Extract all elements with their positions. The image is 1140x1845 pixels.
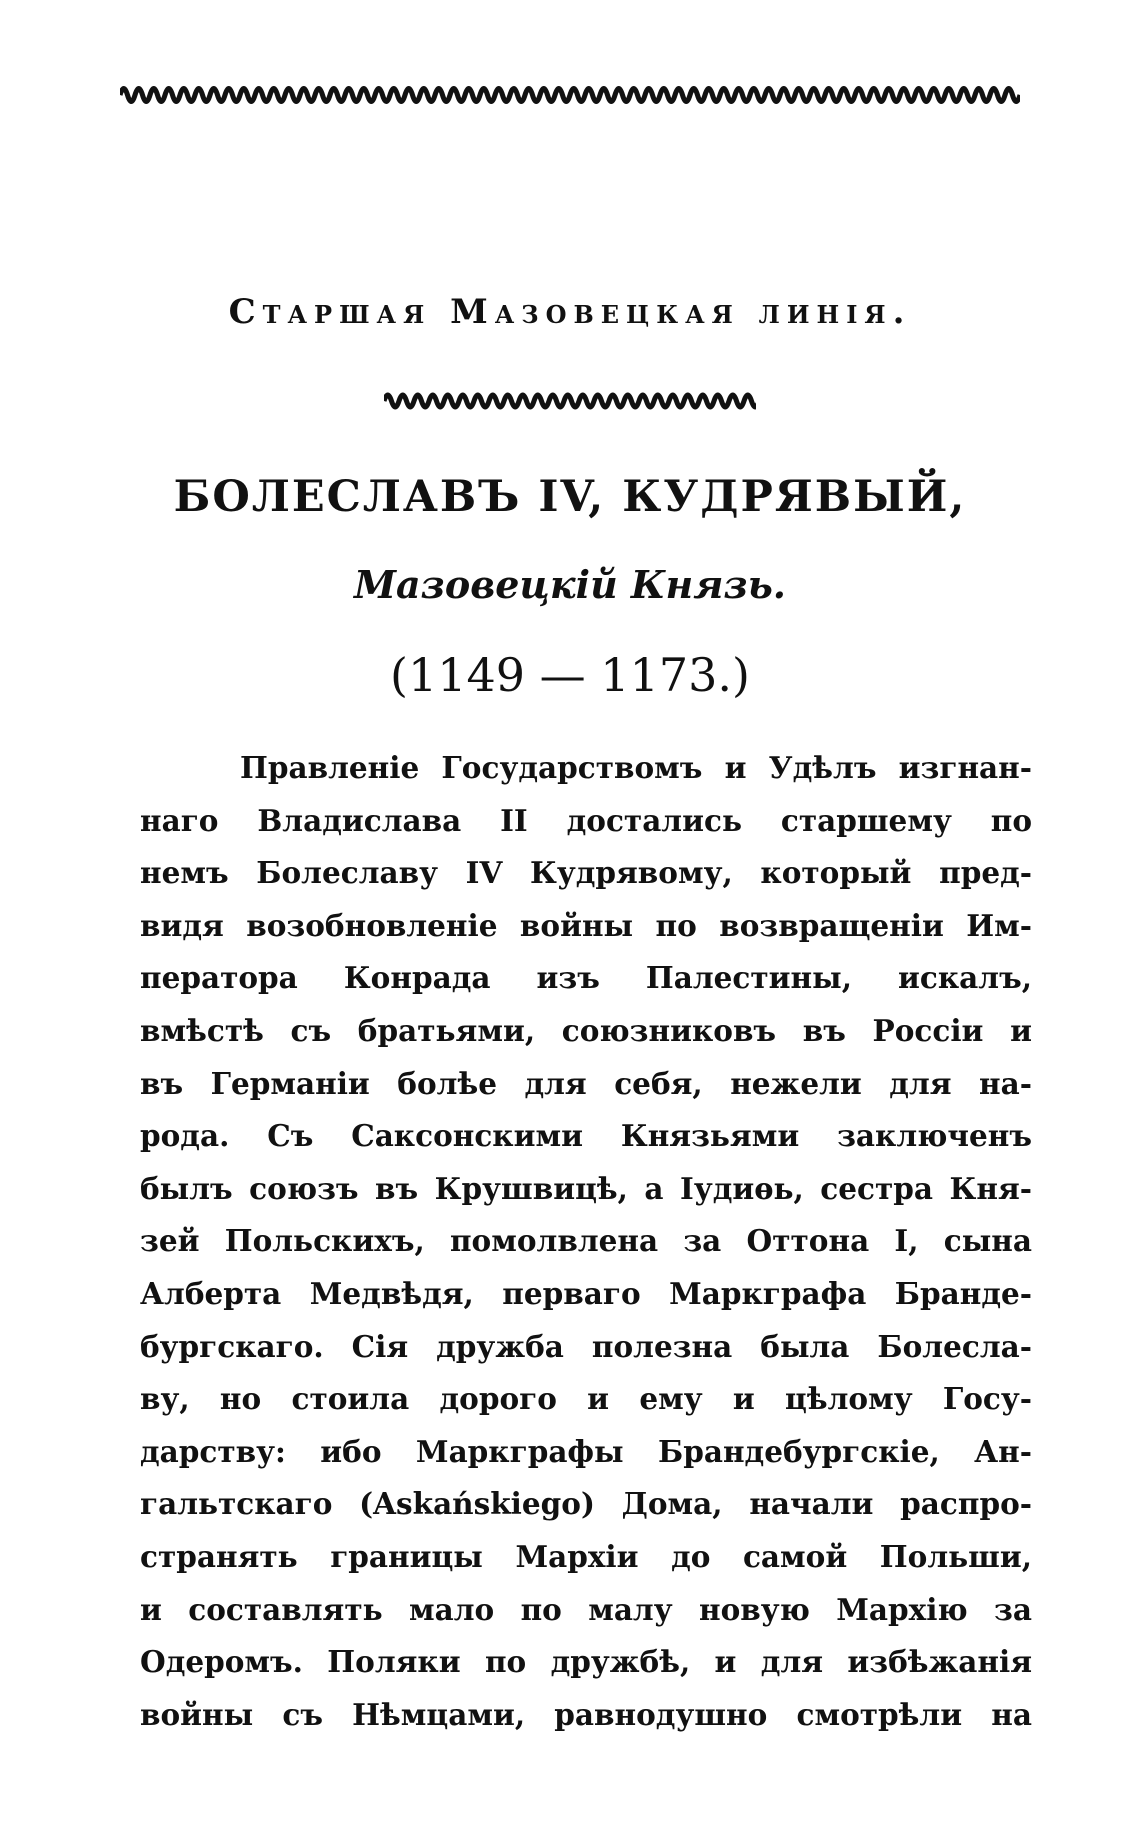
body-line: и составлять мало по малу новую Мархію за: [140, 1591, 1032, 1627]
body-line: немъ Болеславу IV Кудрявому, который пред-: [140, 855, 1032, 891]
body-paragraph: [140, 742, 1032, 1741]
section-heading: Старшая Мазовецкая линія.: [228, 292, 912, 332]
ruler-title: БОЛЕСЛАВЪ IV, КУДРЯВЫЙ,: [173, 472, 967, 522]
top-ornament-rule: [120, 78, 1020, 112]
ruler-dates: (1149 — 1173.): [390, 648, 750, 702]
body-line: наго Владислава II достались старшему по: [140, 802, 1032, 838]
body-line: Правленіе Государствомъ и Удѣлъ изгнан-: [240, 750, 1032, 785]
body-line: дарству: ибо Маркграфы Брандебургскіе, Ан-: [140, 1433, 1032, 1469]
body-line: странять границы Мархіи до самой Польши,: [140, 1538, 1032, 1574]
body-line: зей Польскихъ, помолвлена за Оттона I, сына: [140, 1223, 1032, 1259]
wave-stroke: [384, 395, 756, 407]
body-line: рода. Съ Саксонскими Князьями заключенъ: [140, 1118, 1032, 1154]
body-line: ву, но стоила дорого и ему и цѣлому Госу-: [140, 1381, 1032, 1417]
body-line: войны съ Нѣмцами, равнодушно смотрѣли на: [140, 1696, 1032, 1732]
body-line: ператора Конрада изъ Палестины, искалъ,: [140, 960, 1032, 996]
wave-stroke: [120, 89, 1020, 102]
body-line: бургскаго. Сія дружба полезна была Болесла-: [140, 1328, 1032, 1364]
middle-ornament-rule: [384, 386, 756, 416]
body-line: въ Германіи болѣе для себя, нежели для на-: [140, 1065, 1032, 1101]
body-line: Одеромъ. Поляки по дружбѣ, и для избѣжанія: [140, 1644, 1032, 1680]
ruler-subtitle: Мазовецкій Князь.: [353, 562, 786, 607]
body-line: гальтскаго (Askańskiego) Дома, начали распро-: [140, 1486, 1032, 1522]
body-line: былъ союзъ въ Крушвицѣ, а Іудиѳь, сестра Кня-: [140, 1170, 1032, 1206]
body-line: Алберта Медвѣдя, перваго Маркграфа Бранде-: [140, 1275, 1032, 1311]
body-line: видя возобновленіе войны по возвращеніи Им-: [140, 907, 1032, 943]
body-line: вмѣстѣ съ братьями, союзниковъ въ Россіи и: [140, 1012, 1032, 1048]
